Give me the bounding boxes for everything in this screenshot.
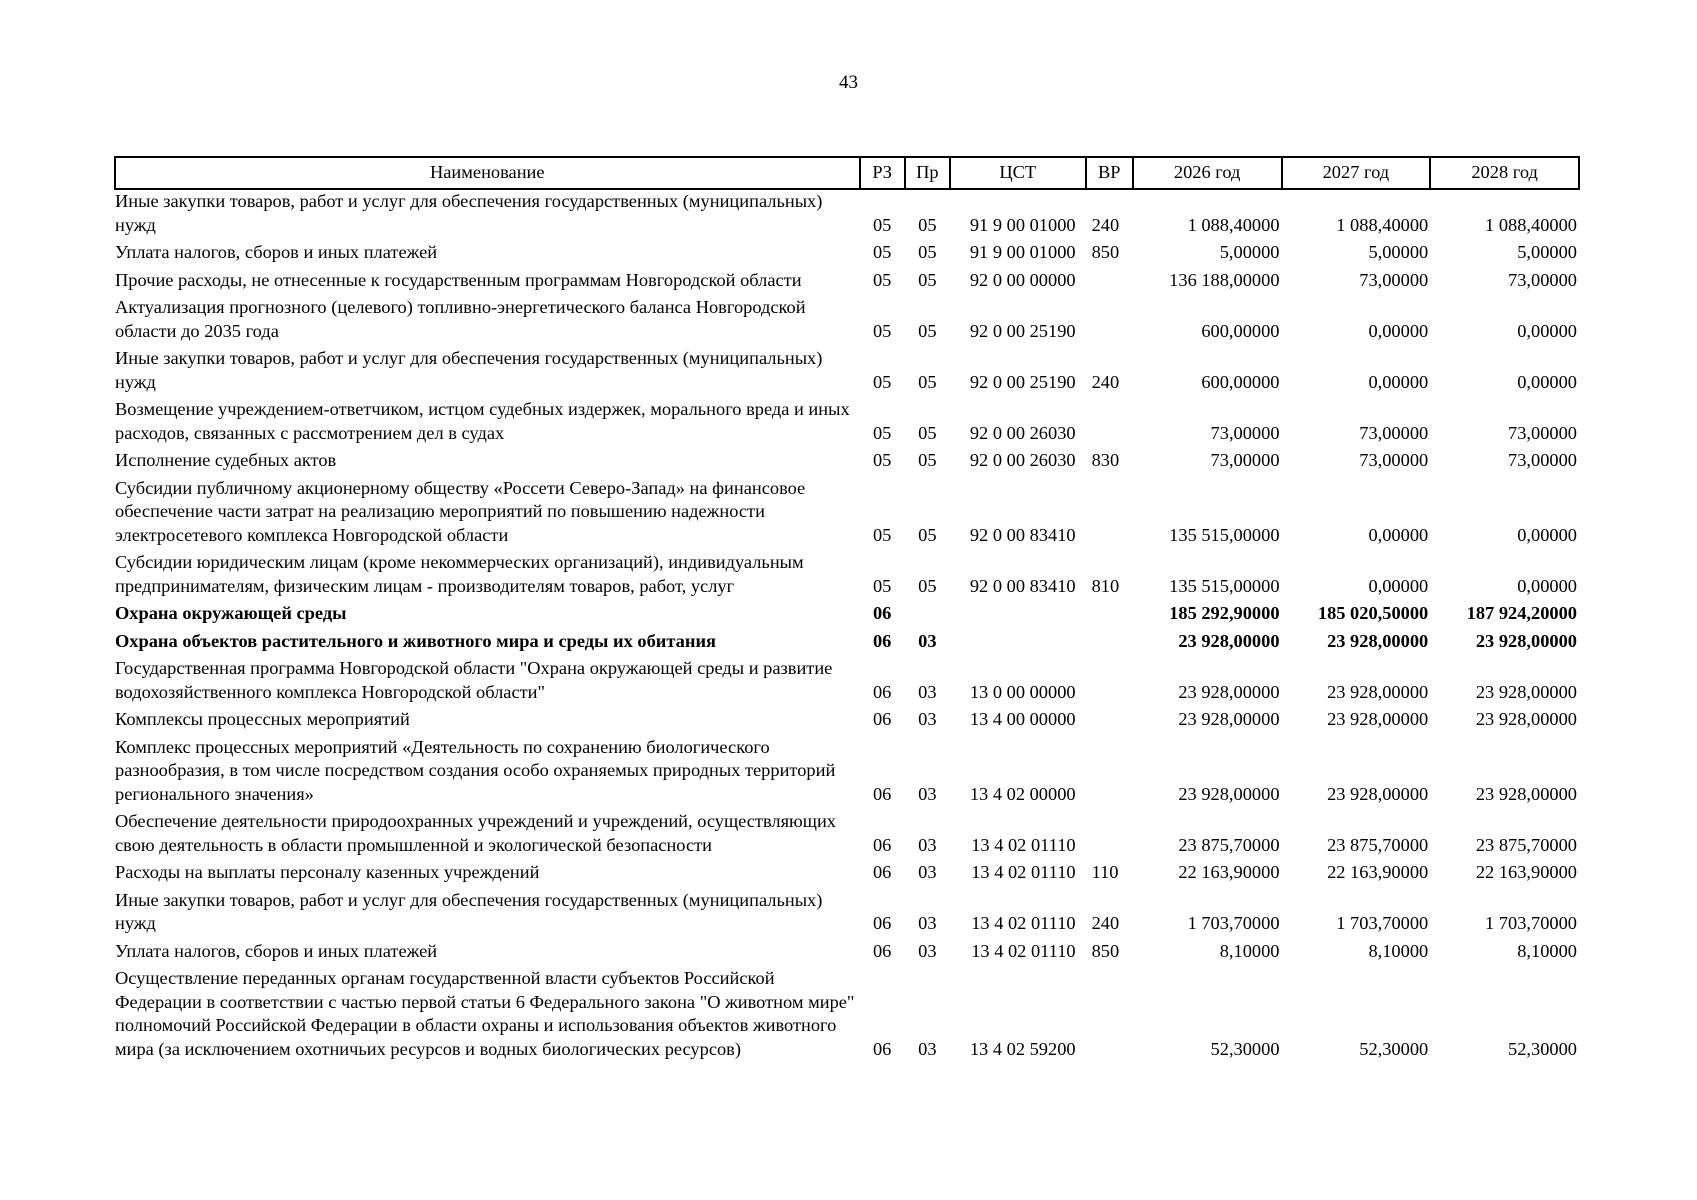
cell-year-2026: 1 088,40000 bbox=[1187, 214, 1280, 235]
cell-vr bbox=[1086, 630, 1133, 658]
cell-name: Иные закупки товаров, работ и услуг для обеспечения государственных (муниципальных) нужд bbox=[115, 191, 823, 235]
cell-vr bbox=[1086, 657, 1133, 708]
cell-year-2028: 0,00000 bbox=[1517, 575, 1577, 596]
cell-name: Иные закупки товаров, работ и услуг для обеспечения государственных (муниципальных) нужд bbox=[115, 889, 823, 933]
cell-cst: 13 4 02 01110 bbox=[971, 862, 1076, 882]
table-row bbox=[115, 861, 1579, 889]
cell-pr: 03 bbox=[918, 834, 937, 855]
cell-cst: 13 4 02 00000 bbox=[969, 783, 1076, 804]
cell-year-2027: 185 020,50000 bbox=[1317, 603, 1429, 623]
cell-year-2028: 5,00000 bbox=[1517, 242, 1577, 262]
cell-year-2027: 8,10000 bbox=[1368, 940, 1429, 961]
cell-rz: 05 bbox=[872, 575, 892, 596]
cell-rz: 06 bbox=[872, 630, 892, 651]
cell-cst: 92 0 00 25190 bbox=[969, 371, 1076, 392]
cell-year-2027: 0,00000 bbox=[1368, 575, 1429, 596]
cell-pr: 05 bbox=[918, 320, 937, 341]
cell-rz: 06 bbox=[872, 913, 892, 933]
cell-name: Комплекс процессных мероприятий «Деятельность по сохранению биологического разнообразия, в том числе посредством создания особо охраняемых природных территорий регионального значения» bbox=[115, 736, 836, 804]
cell-year-2026: 600,00000 bbox=[1201, 371, 1280, 392]
cell-cst: 91 9 00 01000 bbox=[969, 242, 1076, 262]
cell-vr bbox=[1086, 269, 1133, 297]
table-row bbox=[115, 296, 1579, 347]
table-row bbox=[115, 602, 1579, 630]
table-row bbox=[115, 940, 1579, 968]
cell-vr: 110 bbox=[1091, 862, 1119, 882]
cell-rz: 05 bbox=[872, 242, 892, 262]
cell-pr: 03 bbox=[918, 940, 937, 961]
cell-year-2026: 22 163,90000 bbox=[1178, 862, 1280, 882]
cell-pr: 03 bbox=[918, 783, 937, 804]
cell-name: Охрана объектов растительного и животного мира и среды их обитания bbox=[115, 630, 716, 651]
cell-pr: 03 bbox=[918, 1038, 937, 1059]
header-rz: РЗ bbox=[860, 157, 905, 189]
cell-cst: 13 4 00 00000 bbox=[969, 709, 1076, 729]
cell-name: Субсидии публичному акционерному обществу «Россети Северо-Запад» на финансовое обеспечение части затрат на реализацию мероприятий по повышению надежности электросетевого комплекса Новгородской области bbox=[115, 477, 806, 545]
cell-year-2026: 73,00000 bbox=[1210, 450, 1280, 470]
cell-year-2027: 23 928,00000 bbox=[1327, 709, 1429, 729]
cell-year-2028: 8,10000 bbox=[1517, 940, 1577, 961]
cell-year-2027: 52,30000 bbox=[1359, 1038, 1429, 1059]
cell-year-2026: 136 188,00000 bbox=[1169, 269, 1280, 290]
cell-year-2028: 73,00000 bbox=[1508, 422, 1577, 443]
cell-vr bbox=[1086, 967, 1133, 1065]
cell-name: Уплата налогов, сборов и иных платежей bbox=[115, 940, 438, 961]
cell-year-2028: 23 928,00000 bbox=[1475, 783, 1577, 804]
cell-year-2027: 23 928,00000 bbox=[1327, 681, 1429, 702]
cell-rz: 05 bbox=[872, 320, 892, 341]
header-year-2027: 2027 год bbox=[1282, 157, 1431, 189]
table-row bbox=[115, 810, 1579, 861]
cell-year-2027: 0,00000 bbox=[1368, 320, 1429, 341]
cell-year-2028: 0,00000 bbox=[1517, 371, 1577, 392]
cell-vr: 850 bbox=[1091, 242, 1120, 262]
cell-year-2026: 135 515,00000 bbox=[1169, 524, 1280, 545]
cell-year-2028: 23 928,00000 bbox=[1475, 681, 1577, 702]
cell-year-2028: 1 703,70000 bbox=[1485, 913, 1577, 933]
cell-year-2026: 23 928,00000 bbox=[1178, 709, 1280, 729]
cell-year-2027: 1 088,40000 bbox=[1336, 214, 1429, 235]
cell-vr: 240 bbox=[1091, 913, 1120, 933]
cell-year-2026: 1 703,70000 bbox=[1187, 913, 1280, 933]
cell-rz: 06 bbox=[872, 603, 892, 623]
cell-name: Исполнение судебных актов bbox=[115, 450, 337, 470]
cell-cst: 13 4 02 01110 bbox=[971, 913, 1076, 933]
header-year-2026: 2026 год bbox=[1133, 157, 1282, 189]
cell-pr: 05 bbox=[918, 371, 937, 392]
cell-year-2026: 185 292,90000 bbox=[1169, 603, 1280, 623]
cell-pr: 05 bbox=[918, 214, 937, 235]
cell-rz: 05 bbox=[872, 269, 892, 290]
cell-year-2028: 23 928,00000 bbox=[1475, 709, 1577, 729]
cell-rz: 06 bbox=[872, 834, 892, 855]
header-pr: Пр bbox=[905, 157, 950, 189]
cell-year-2027: 0,00000 bbox=[1368, 524, 1429, 545]
cell-rz: 06 bbox=[872, 709, 892, 729]
cell-cst: 92 0 00 26030 bbox=[969, 422, 1076, 443]
cell-vr bbox=[1086, 810, 1133, 861]
cell-cst: 13 4 02 01110 bbox=[971, 940, 1076, 961]
cell-cst bbox=[950, 630, 1086, 658]
cell-cst: 92 0 00 83410 bbox=[969, 575, 1076, 596]
cell-cst: 91 9 00 01000 bbox=[969, 214, 1076, 235]
table-row bbox=[115, 889, 1579, 940]
cell-vr bbox=[1086, 398, 1133, 449]
cell-year-2026: 135 515,00000 bbox=[1169, 575, 1280, 596]
cell-year-2028: 1 088,40000 bbox=[1485, 214, 1577, 235]
cell-cst: 92 0 00 00000 bbox=[969, 269, 1076, 290]
cell-pr bbox=[905, 602, 950, 630]
table-body bbox=[115, 189, 1579, 1065]
cell-year-2028: 187 924,20000 bbox=[1466, 603, 1577, 623]
cell-year-2026: 23 928,00000 bbox=[1178, 681, 1280, 702]
cell-name: Субсидии юридическим лицам (кроме некоммерческих организаций), индивидуальным предпринимателям, физическим лицам - производителям товаров, работ, услуг bbox=[115, 552, 804, 596]
cell-vr: 830 bbox=[1091, 450, 1120, 470]
cell-year-2028: 23 875,70000 bbox=[1475, 834, 1577, 855]
table-row bbox=[115, 449, 1579, 477]
cell-year-2028: 73,00000 bbox=[1508, 450, 1577, 470]
cell-year-2026: 600,00000 bbox=[1201, 320, 1280, 341]
page-number: 43 bbox=[839, 72, 858, 93]
cell-year-2028: 0,00000 bbox=[1517, 320, 1577, 341]
header-year-2028: 2028 год bbox=[1430, 157, 1579, 189]
cell-year-2028: 22 163,90000 bbox=[1475, 862, 1577, 882]
cell-pr: 03 bbox=[918, 630, 937, 651]
table-row bbox=[115, 241, 1579, 269]
cell-pr: 05 bbox=[918, 450, 937, 470]
cell-pr: 05 bbox=[918, 524, 937, 545]
cell-vr bbox=[1086, 708, 1133, 736]
table-row bbox=[115, 347, 1579, 398]
cell-year-2028: 23 928,00000 bbox=[1475, 630, 1577, 651]
cell-year-2027: 1 703,70000 bbox=[1336, 913, 1429, 933]
cell-cst: 92 0 00 83410 bbox=[969, 524, 1076, 545]
table-row bbox=[115, 708, 1579, 736]
cell-pr: 05 bbox=[918, 269, 937, 290]
cell-name: Иные закупки товаров, работ и услуг для обеспечения государственных (муниципальных) нужд bbox=[115, 348, 823, 392]
header-cst: ЦСТ bbox=[950, 157, 1086, 189]
cell-year-2026: 8,10000 bbox=[1219, 940, 1280, 961]
cell-name: Комплексы процессных мероприятий bbox=[115, 709, 410, 729]
cell-year-2027: 73,00000 bbox=[1359, 269, 1429, 290]
cell-vr: 240 bbox=[1091, 371, 1120, 392]
cell-name: Осуществление переданных органам государственной власти субъектов Российской Федерации в соответствии с частью первой статьи 6 Федерального закона "О животном мире" полномочий Российской Федерации в области охраны и использования объектов животного мира (за исключением охотничьих ресурсов и водных биологических ресурсов) bbox=[115, 968, 855, 1059]
cell-name: Обеспечение деятельности природоохранных учреждений и учреждений, осуществляющих свою деятельность в области промышленной и экологической безопасности bbox=[115, 811, 836, 855]
cell-vr bbox=[1086, 736, 1133, 811]
cell-year-2027: 73,00000 bbox=[1359, 422, 1429, 443]
cell-rz: 05 bbox=[872, 422, 892, 443]
cell-name: Актуализация прогнозного (целевого) топливно-энергетического баланса Новгородской области до 2035 года bbox=[115, 297, 806, 341]
cell-year-2027: 22 163,90000 bbox=[1327, 862, 1429, 882]
table-header bbox=[115, 157, 1579, 189]
cell-year-2026: 52,30000 bbox=[1210, 1038, 1280, 1059]
header-name: Наименование bbox=[115, 157, 860, 189]
cell-year-2026: 23 928,00000 bbox=[1178, 630, 1280, 651]
cell-year-2027: 23 928,00000 bbox=[1327, 783, 1429, 804]
cell-pr: 03 bbox=[918, 681, 937, 702]
table-row bbox=[115, 398, 1579, 449]
cell-name: Государственная программа Новгородской области "Охрана окружающей среды и развитие водохозяйственного комплекса Новгородской области" bbox=[115, 658, 833, 702]
cell-name: Прочие расходы, не отнесенные к государственным программам Новгородской области bbox=[115, 269, 802, 290]
cell-pr: 05 bbox=[918, 422, 937, 443]
cell-name: Уплата налогов, сборов и иных платежей bbox=[115, 242, 438, 262]
cell-cst: 13 4 02 59200 bbox=[969, 1038, 1076, 1059]
cell-year-2026: 5,00000 bbox=[1219, 242, 1280, 262]
cell-rz: 06 bbox=[872, 783, 892, 804]
cell-pr: 05 bbox=[918, 575, 937, 596]
cell-vr bbox=[1086, 602, 1133, 630]
cell-year-2028: 0,00000 bbox=[1517, 524, 1577, 545]
cell-year-2027: 5,00000 bbox=[1368, 242, 1429, 262]
cell-year-2027: 23 928,00000 bbox=[1327, 630, 1429, 651]
header-row bbox=[115, 157, 1579, 189]
cell-rz: 06 bbox=[872, 1038, 892, 1059]
cell-rz: 06 bbox=[872, 940, 892, 961]
cell-name: Расходы на выплаты персоналу казенных учреждений bbox=[115, 862, 540, 882]
cell-pr: 03 bbox=[918, 862, 937, 882]
budget-table bbox=[114, 156, 1580, 1065]
cell-vr: 810 bbox=[1091, 575, 1120, 596]
cell-year-2026: 73,00000 bbox=[1210, 422, 1280, 443]
cell-rz: 05 bbox=[872, 371, 892, 392]
table-row bbox=[115, 477, 1579, 552]
cell-name: Возмещение учреждением-ответчиком, истцом судебных издержек, морального вреда и иных расходов, связанных с рассмотрением дел в судах bbox=[115, 399, 850, 443]
cell-year-2026: 23 928,00000 bbox=[1178, 783, 1280, 804]
cell-year-2028: 52,30000 bbox=[1508, 1038, 1577, 1059]
cell-rz: 05 bbox=[872, 450, 892, 470]
table-row bbox=[115, 630, 1579, 658]
cell-cst: 92 0 00 25190 bbox=[969, 320, 1076, 341]
cell-vr: 240 bbox=[1091, 214, 1120, 235]
cell-vr bbox=[1086, 296, 1133, 347]
cell-cst: 13 4 02 01110 bbox=[971, 834, 1076, 855]
table-row bbox=[115, 189, 1579, 241]
table-row bbox=[115, 967, 1579, 1065]
cell-name: Охрана окружающей среды bbox=[115, 603, 347, 623]
cell-year-2026: 23 875,70000 bbox=[1178, 834, 1280, 855]
cell-year-2027: 23 875,70000 bbox=[1327, 834, 1429, 855]
table-row bbox=[115, 551, 1579, 602]
cell-vr: 850 bbox=[1091, 940, 1120, 961]
cell-pr: 05 bbox=[918, 242, 937, 262]
cell-year-2028: 73,00000 bbox=[1508, 269, 1577, 290]
cell-rz: 06 bbox=[872, 862, 892, 882]
cell-rz: 05 bbox=[872, 214, 892, 235]
table-row bbox=[115, 736, 1579, 811]
header-vr: ВР bbox=[1086, 157, 1133, 189]
cell-year-2027: 73,00000 bbox=[1359, 450, 1429, 470]
cell-cst: 13 0 00 00000 bbox=[969, 681, 1076, 702]
cell-year-2027: 0,00000 bbox=[1368, 371, 1429, 392]
cell-cst bbox=[950, 602, 1086, 630]
cell-cst: 92 0 00 26030 bbox=[969, 450, 1076, 470]
cell-rz: 06 bbox=[872, 681, 892, 702]
cell-pr: 03 bbox=[918, 709, 937, 729]
cell-vr bbox=[1086, 477, 1133, 552]
table-row bbox=[115, 657, 1579, 708]
cell-pr: 03 bbox=[918, 913, 937, 933]
cell-rz: 05 bbox=[872, 524, 892, 545]
table-row bbox=[115, 269, 1579, 297]
